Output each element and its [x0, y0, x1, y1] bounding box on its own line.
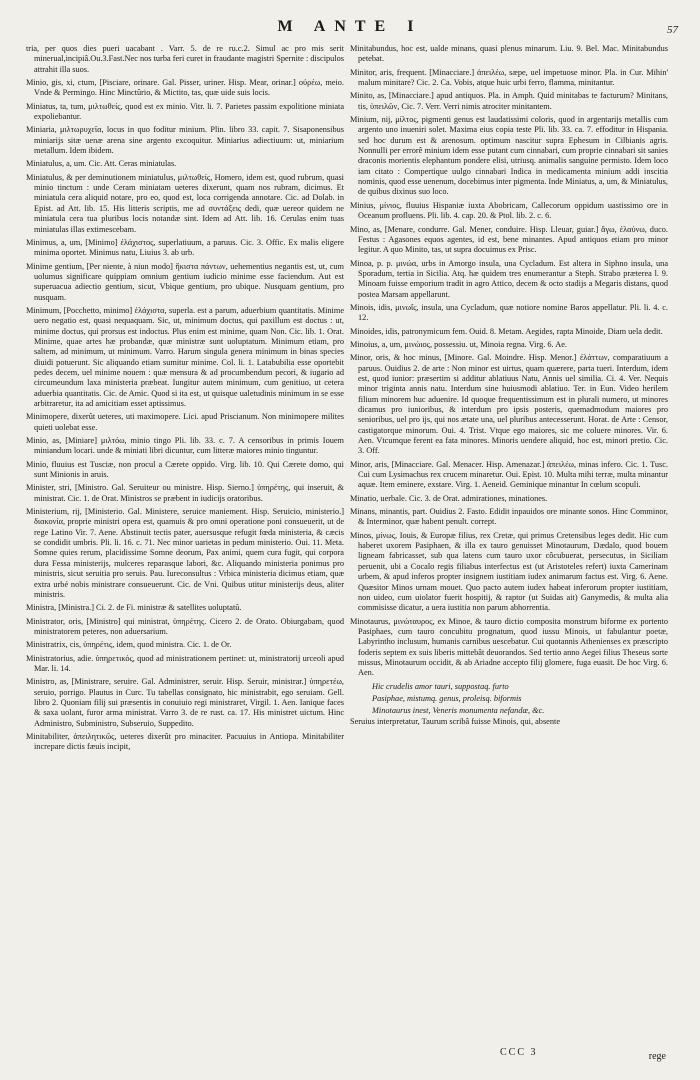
- entry-ministerium: Ministerium, rij, [Ministerio. Gal. Ministere, seruice maniement. Hisp. Seruicio, ministerio.] διακονία, proprie ministri opera est, quamuis & pro omni operatione poni consueuerit, ut de rege Latino Vir. 7. Aene. Abstinuit tectis pater, auersusque refugit fœda ministeria, & cæcis se condidit umbris. Pli. li. 16. c. 71. Nec minor uarietas in pedum ministerio. Oui. 11. Meta. Somne quies rerum, placidissime Somne deorum, Pax animi, quem cura fugit, qui corpora dura Fessa ministerijs, mulceres reparasque labori, &c. Aliquando ministeria ponimus pro ministris, sicut seruitia pro seruis. Pau. Iureconsultus : Vrbica ministeria dicimus etiam, quæ extra urbé nobis ministrare consueuerunt. Cic. de Vni. Quibus utitur ministerijs deus, aliter ministris.: [26, 507, 344, 599]
- entry-minois: Minois, idis, μινωΐς, insula, una Cycladum, quæ notiore nomine Baros appellatur. Pli. li. 4. c. 12.: [350, 302, 668, 323]
- catchword: rege: [648, 1051, 666, 1062]
- running-head: M ANTE I: [277, 18, 423, 35]
- entry-minotaurus: Minotaurus, μινώταυρος, ex Minoe, & tauro dictio composita monstrum biforme ex portento Pasiphaes, cum tauro concubitu prognatum, quod iussu Minois, ut fabulantur poetæ, Labyrintho inclusum, humanis carnibus uescebatur. Cui quotannis Athenienses ex præscripto foderis septem ex suis liberis mittebât deuorandos. Sed tertio anno Aegei filius Theseus sorte missus, Minotaurum occidit, & ab Ariadne accepto filij glomere, fuga euasit. De hoc Virg. 6. Aen.: [350, 616, 668, 678]
- entry-ministrator: Ministrator, oris, [Ministro] qui ministrat, ὑπηρέτης. Cicero 2. de Orato. Obiurgabam, quod ministratorem peteres, non aduersarium.: [26, 616, 344, 636]
- entry-minitor: Minitor, aris, frequent. [Minacciare.] ἀπειλέω, sæpe, uel impetuose minor. Pla. in Cur. Mihin' malum minitare? Cic. 2. Ca. Vobis, atque huic urbi ferro, flamma, minitantur.: [350, 67, 668, 88]
- entry-minius: Minius, μίνιος, fluuius Hispaniæ iuxta Abobricam, Callecorum oppidum uastissimo ore in Oceanum profluens. Pli. lib. 4. cap. 20. & Ptol. lib. 2. c. 6.: [350, 200, 668, 221]
- entry-miniaria: Miniaria, μιλτωρυχεῖα, locus in quo foditur minium. Plin. libro 33. capit. 7. Sisaponensibus miniarijs sitæ uenæ arena sine argento excoquitur. Miniarius adiectiuum: ut, miniarium metallum. Idem ibidem.: [26, 125, 344, 156]
- entry-minio: Minio, gis, xi, ctum, [Pisciare, orinare. Gal. Pisser, uriner. Hisp. Mear, orinar.] οὐρέω, meio. Vnde & Permingo. Hinc Minctûrio, & Mictito, tas, quæ uide suis locis.: [26, 78, 344, 98]
- entry-miniatulus: Miniatulus, a, um. Cic. Att. Ceras miniatulas.: [26, 159, 177, 169]
- entry-minimum: Minimum, [Pocchetto, minimo] ἐλάχιστα, superla. est a parum, aduerbium quantitatis. Minime uero negatio est, quasi nequaquam. Sic, ut, minimum doctus, qui paxillum est doctus : ut, minime doctus, qui prorsus est indoctus. Plus enim est minime, quam Non. Cic. lib. 1. Orat. Minime, quae artes hæ probandæ, quæ ministræ sunt uoluptatum. Minimum etiam, pro saltem, ad minimum, ut minimum. Varro. Harum singula genera minimum in binas species diuidi potuerunt. Sic aliquando etiam sumitur minime. Col. li. 1. Latabubilia esse oportebit pedes decem, uel minime nouem : quæ mensura & ad procumbendum pecori, & iugario ad circumeundum laxa ministeria præbeat. Iungitur autem minimum, cum genitiuo, ut cetera aduerbia quantitatis. Cic. de Amic. Quod si ita est, ut quisque ualetudinis minimum in se esse arbitraretur, ita ad amicitiam esset aptissimus.: [26, 305, 344, 408]
- entry-minoius: Minoius, a, um, μινώιος, possessiu. ut, Minoia regna. Virg. 6. Ae.: [350, 339, 567, 349]
- verse-line-2: Pasiphae, mistumq. genus, proleisq. biformis: [372, 694, 522, 703]
- entry-minio-fluvius: Minio, fluuius est Tusciæ, non procul a Cærete oppido. Virg. lib. 10. Qui Cærete domo, qui sunt Minionis in aruis.: [26, 459, 344, 480]
- verse-line-1: Hic crudelis amor tauri, suppostaq. furto: [372, 681, 509, 691]
- entry-minito: Minito, as, [Minacciare.] apud antiquos. Pla. in Amph. Quid minitabas te facturum? Minitans, tis, ὑπειλῶν, Cic. 7. Verr. Verri nimis atrociter minitantem.: [350, 91, 668, 111]
- entry-ministratorius: Ministratrix, cis, ὑπηρέτις, idem, quod ministra. Cic. 1. de Or.: [26, 640, 232, 650]
- entry-ministratrix: Ministratorius, adie. ὑπηρετικός, quod ad ministrationem pertinet: ut, ministratorij urceoli apud Mar. li. 14.: [26, 653, 344, 673]
- entry-minor-aris: Minor, aris, [Minacciare. Gal. Menacer. Hisp. Amenazar.] ἀπειλέω, minas infero. Cic. 1. Tusc. Cui cum Lysimachus rex crucem minaretur. Oui. Epist. 10. Multa mihi terræ, multa minantur aquæ. Item eminere, exstare. Virg. 1. Aeneid. Geminique minantur In cœlum scopuli.: [350, 459, 668, 490]
- right-column: [350, 44, 668, 730]
- entry-minimopere: Minimopere, dixerût ueteres, uti maximopere. Lici. apud Priscianum. Non minimopere milites quieti uolebat esse.: [26, 412, 344, 432]
- entry-minoides: Minoides, idis, patronymicum fem. Ouid. 8. Metam. Aegides, rapta Minoide, Diam uela dedit.: [350, 326, 663, 336]
- entry-continuation: tria, per quos dies pueri uacabant . Varr. 5. de re ru.c.2. Simul ac pro mis serit minerual,incipiâ.Ou.3.Fast.Nec nos turba feri curet in fraudante magistri Spernite : discipulos attrahit illa suos.: [26, 44, 344, 74]
- entry-minitabiliter: Minitabiliter, ἀπειλητικῶς, ueteres dixerût pro minaciter. Pacuuius in Antiopa. Minitabiliter increpare dictis fæuis incipit,: [26, 731, 344, 752]
- entry-minimus: Minimus, a, um, [Minimo] ἐλάχιστος, superlatiuum, a paruus. Cic. 3. Offic. Ex malis eligere minima oportet. Minimus natu, Liuius 3. ab urb.: [26, 237, 344, 258]
- entry-minister: Minister, stri, [Ministro. Gal. Seruiteur ou ministre. Hisp. Sierno.] ὑπηρέτης, qui inseruit, & ministrat. Cic. 1. de Orat. Ministros se præbent in iudicijs oratoribus.: [26, 483, 344, 503]
- entry-servius: Seruius interpretatur, Taurum scribâ fuisse Minois, qui, absente: [350, 716, 560, 726]
- entry-minos: Minos, μίνως, Iouis, & Europæ filius, rex Cretæ, qui primus Cretensibus leges dedit. Hic cum haberet uxorem Pasiphaen, & illa ex tauro genuisset Minotaurum, Dædalo, quod bouem ligneam fabricasset, sub qua latens cum tauro uxor côcubuerat, persecutus, in Siciliam peruenit, ubi a Cocalo regis filiabus interfectus est (ut Aristoteles refert) iuxta Camerinam urbem, & apud inferos propter insignem iustitiam iudex animarum factus est. Virg. 6. Aene. Quæsitor Minos urnam mouet. Quo pacto autem iudex habeat inferorum propter iustitiam, non uideo, cum uiolator fuerit hospitij, & raptor (ut Suidas ait) Ganymedis, & multa alia commisisse dicatur, a uera iustitia non parum abhorrentia.: [350, 530, 668, 613]
- entry-minatio: Minatio, uerbale. Cic. 3. de Orat. admirationes, minationes.: [350, 493, 548, 503]
- page-number: 57: [667, 24, 678, 36]
- entry-minoa: Minoa, p. p. μινώα, urbs in Amorgo insula, una Cycladum. Est altera in Siphno insula, una Sporadum, tertia in Sicilia. Atq. hæ quidem tres enumerantur a Steph. Strabo præterea l. 9. Minoam fuisse emporium tradit in agro Attico, decem & octo stadijs a Megaris distans, quod postea Marsam appellarunt.: [350, 258, 668, 299]
- entry-minor: Minor, oris, & hoc minus, [Minore. Gal. Moindre. Hisp. Menor.] ἐλάττων, comparatiuum a paruus. Ouidius 2. de arte : Non minor est uirtus, quam quærere, parta tueri. Interdum, idem est, quod iunior: præsertim si additur ablatiuus Natu, Annis uel similia. Ci. 4. Ver. Nequis minor triginta annis natu. Interdum sine huiusmodi ablatiuo. Ter. in Eun. Video herilem filium minorem huc aduenire. Id quoque frequentissimum est in plurali numero, ut minores dicamus pro iunioribus, & interdum pro ipsis posteris, quemadmodum maiores pro senioribus, uel pro ijs, qui nos ætate una, uel pluribus antecesserunt. Horat. de Arte : Censor, castigatorque minorum. Oui. 4. Trist. Vtque ego maiores, sic me coluere minores. Vir. 6. Aen. Vtcumque ferent ea fata minores. Minoris uendere aliquid, hoc est, minori pretio. Cic. 3. Off.: [350, 353, 668, 456]
- left-column: [26, 44, 344, 756]
- entry-miniatulus-2: Miniatulus, & per deminutionem miniatulus, μιλτωθείς, Homero, idem est, quod rubrum, quasi minio tinctum : unde Ceram miniatam ueteres dixerunt, quam nos rubram, dicimus. Et miniatula cera aliquid notare, pro eo, quod est, loca corrigenda annotare. Cic. ad Dolab. in Epist. ad Att. lib. 15. His litteris scriptis, me ad συντάξεις dedi, quæ uereor quidem ne miniatula cera tua pluribus locis notandæ sint. Idem ad Att. lib. 16. Cerulas enim tuas miniatulas illas extimescebam.: [26, 172, 344, 234]
- entry-mino-as: Mino, as, [Menare, condurre. Gal. Mener, conduire. Hisp. Lleuar, guiar.] ἄγω, ἐλαύνω, duco. Festus : Agasones equos agentes, id est, bene minantes. Apud antiquos etiam pro minor legitur. A quo Minito, tas, ut supra docuimus ex Prisc.: [350, 224, 668, 255]
- entry-minime-gentium: Minime gentium, [Per niente, à niun modo] ἥκιστα πάντων, uehementius negantis est, ut, cum uolumus significare quippiam omnium gentium iudicio minime esse faciendum. Aut est superuacua adiectio gentium, sicut, Vbique gentium, pro ubique. Nusquam gentium, pro nusquam.: [26, 261, 344, 302]
- verse-line-3: Minotaurus inest, Veneris monumenta nefandæ, &c.: [372, 706, 545, 716]
- entry-minitabundus: Minitabundus, hoc est, ualde minans, quasi plenus minarum. Liu. 9. Bel. Mac. Minitabundus petebat.: [350, 44, 668, 64]
- entry-minio-as: Minio, as, [Miniare] μιλτόω, minio tingo Pli. lib. 33. c. 7. A censoribus in primis Iouem miniandum locari. unde & miniati libri dicuntur, cum litteræ maiores minio tinguntur.: [26, 436, 344, 456]
- signature-mark: CCC 3: [500, 1047, 538, 1058]
- entry-ministro: Ministro, as, [Ministrare, seruire. Gal. Administrer, seruir. Hisp. Seruir, ministrar.] ὑπηρετέω, seruio, porrigo. Plautus in Curc. Tu tabellas consignato, hic ministrabit, ego seruiam. Gell. libro 2. Quoniam filij sui præsentis in conuiuio regi ministraret, Virgil. 1. Aen. Ianique faces & saxa uolant, furor arma ministrat. Varro 3. de re rust. ca. 17. His ministret uictum. Hinc Administro, Subministro, Subseruio, Suppedito.: [26, 677, 344, 728]
- entry-minans: Minans, minantis, part. Ouidius 2. Fasto. Edidit inpauidos ore minante sonos. Hinc Comminor, & Interminor, quæ habent penult. corrept.: [350, 507, 668, 527]
- entry-miniatus: Miniatus, ta, tum, μιλτωθείς, quod est ex minio. Vitr. li. 7. Parietes passim expolitione miniata expoliebantur.: [26, 101, 344, 122]
- entry-ministra: Ministra, [Ministra.] Ci. 2. de Fi. ministræ & satellites uoluptatũ.: [26, 603, 242, 613]
- entry-minium: Minium, nij, μίλτος, pigmenti genus est laudatissimi coloris, quod in argentarijs metallis cum argento uno inueniri solet. Maxima eius copia teste Pli. lib. 33. ca. 7. effoditur in Hispania. sed hoc durum est & arenosum. optimum nascitur supra Ephesum in Cilbianis agris. Nonnulli per errorê minium idem esse putant cum cinnabari, cum proprie cinnabari sit sanies draconis morientis elephantum pondere elisi, utriusq. animalis sanguine permisto. Idem loco iam citato : Compertique uulgo cinnabari Indica in medicamenta minium addi inscitia nominis, quod esse uenenum, docebimus inter pigmenta. Inde Miniatus, a, um, & Miniatulus, de quibus dixinus suo loco.: [350, 115, 668, 197]
